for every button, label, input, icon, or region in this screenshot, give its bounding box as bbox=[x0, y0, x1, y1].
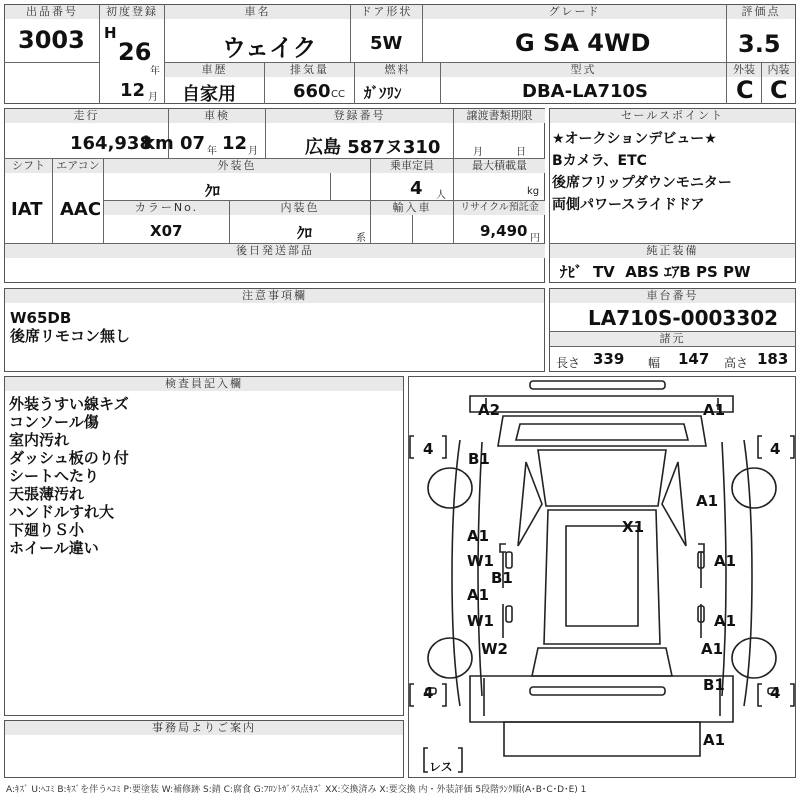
km-unit: km bbox=[143, 133, 174, 154]
door-label: ドア形状 bbox=[351, 5, 422, 19]
first-reg-label: 初度登録 bbox=[100, 5, 164, 19]
dims-label: 諸元 bbox=[550, 332, 795, 346]
damage-code: A1 bbox=[467, 586, 490, 604]
chassis-number: LA710S-0003302 bbox=[588, 306, 779, 330]
exterior-label: 外装 bbox=[727, 63, 761, 77]
reg-no-label: 登録番号 bbox=[266, 109, 453, 123]
max-load-label: 最大積載量 bbox=[454, 159, 545, 173]
inspector-line: コンソール傷 bbox=[9, 413, 99, 431]
sales-point: ★オークションデビュー★ bbox=[552, 131, 717, 147]
lot-label: 出品番号 bbox=[5, 5, 99, 19]
lot-number: 3003 bbox=[18, 26, 85, 54]
inspection-year-unit: 年 bbox=[207, 146, 217, 157]
inspector-line: ホイール違い bbox=[9, 539, 99, 557]
grade: G SA 4WD bbox=[515, 29, 651, 57]
sales-points-label: セールスポイント bbox=[550, 109, 795, 123]
ac: AAC bbox=[60, 199, 102, 220]
damage-code: A1 bbox=[703, 401, 726, 419]
damage-code: A1 bbox=[714, 612, 737, 630]
length-label: 長さ bbox=[556, 356, 581, 370]
fuel-label: 燃料 bbox=[355, 63, 440, 77]
yen-unit: 円 bbox=[530, 233, 540, 244]
transfer-month: 月 bbox=[473, 147, 483, 158]
door-type: 5W bbox=[370, 33, 403, 54]
score: 3.5 bbox=[738, 30, 781, 58]
damage-code: A1 bbox=[696, 492, 719, 510]
displacement: 660 bbox=[293, 81, 331, 102]
inspector-line: 下廻りＳ小 bbox=[9, 521, 85, 539]
inspector-notes bbox=[9, 395, 129, 557]
model: DBA-LA710S bbox=[522, 81, 648, 102]
ac-label: エアコン bbox=[53, 159, 103, 173]
interior-label: 内装 bbox=[762, 63, 795, 77]
color-no: X07 bbox=[150, 222, 183, 240]
inspection-label: 車検 bbox=[169, 109, 265, 123]
damage-legend: A:ｷｽﾞ U:ﾍｺﾐ B:ｷｽﾞを伴うﾍｺﾐ P:要塗装 W:補修跡 S:錆 C:腐食 G:ﾌﾛﾝﾄｶﾞﾗｽ点ｷｽﾞ XX:交換済み X:要交換 内・外装評価 5段階ﾗﾝｸ順(A･B･C･D･E) 1 bbox=[6, 785, 587, 795]
exterior-grade: C bbox=[736, 76, 754, 104]
caution-line: W65DB bbox=[10, 309, 72, 327]
damage-code: A2 bbox=[478, 401, 501, 419]
car-name: ウェイク bbox=[222, 34, 317, 62]
sales-point: 後席フリップダウンモニター bbox=[552, 175, 732, 191]
damage-code: B1 bbox=[468, 450, 490, 468]
shift: IAT bbox=[11, 199, 43, 220]
transfer-day: 日 bbox=[516, 147, 526, 158]
reg-no: 広島 587ヌ310 bbox=[305, 137, 441, 158]
first-reg-year: 26 bbox=[118, 38, 152, 66]
history-label: 車歴 bbox=[165, 63, 264, 77]
spare-tire: レス bbox=[429, 760, 453, 774]
int-color: ｸﾛ bbox=[297, 224, 313, 242]
caution-line: 後席リモコン無し bbox=[10, 327, 131, 345]
mileage-label: 走行 bbox=[5, 109, 168, 123]
inspector-line: 室内汚れ bbox=[9, 431, 70, 449]
height-value: 183 bbox=[757, 350, 789, 368]
inspection-month-unit: 月 bbox=[248, 146, 258, 157]
equipment-items: ﾅﾋﾞ TV ABS ｴｱB PS PW bbox=[560, 263, 751, 281]
int-color-unit: 系 bbox=[356, 233, 366, 244]
transfer-label: 譲渡書類期限 bbox=[454, 109, 545, 123]
int-color-label: 内装色 bbox=[230, 201, 370, 215]
kg-unit: kg bbox=[527, 186, 540, 197]
sales-points-list bbox=[552, 128, 732, 216]
damage-code: B1 bbox=[703, 676, 725, 694]
ext-color: ｸﾛ bbox=[205, 182, 221, 200]
damage-code: A1 bbox=[467, 527, 490, 545]
interior-grade: C bbox=[770, 76, 788, 104]
year-unit: 年 bbox=[150, 66, 160, 77]
capacity-label: 乗車定員 bbox=[371, 159, 453, 173]
equipment-label: 純正装備 bbox=[550, 244, 795, 258]
office-label: 事務局よりご案内 bbox=[5, 721, 403, 735]
sales-point: 両側パワースライドドア bbox=[552, 197, 705, 213]
damage-code: A1 bbox=[703, 731, 726, 749]
recycle-fee: 9,490 bbox=[480, 222, 528, 240]
color-no-label: カラーNo. bbox=[104, 201, 229, 215]
inspector-line: 天張薄汚れ bbox=[9, 485, 85, 503]
width-value: 147 bbox=[678, 350, 710, 368]
displacement-label: 排気量 bbox=[265, 63, 354, 77]
tire-front-right: 4 bbox=[770, 440, 781, 458]
import-label: 輸入車 bbox=[371, 201, 453, 215]
inspection-year: 07 bbox=[180, 133, 206, 154]
damage-code: W1 bbox=[467, 612, 494, 630]
person-unit: 人 bbox=[436, 190, 446, 201]
sales-point: Bカメラ、ETC bbox=[552, 153, 647, 169]
damage-code: X1 bbox=[622, 518, 645, 536]
width-label: 幅 bbox=[648, 356, 661, 370]
vehicle-diagram bbox=[408, 376, 796, 778]
car-name-label: 車名 bbox=[165, 5, 350, 19]
damage-code: W1 bbox=[467, 552, 494, 570]
recycle-label: リサイクル預託金 bbox=[454, 201, 545, 215]
fuel: ｶﾞｿﾘﾝ bbox=[364, 84, 402, 102]
caution-label: 注意事項欄 bbox=[5, 289, 544, 303]
mileage: 164,938 bbox=[70, 133, 152, 154]
cc-unit: CC bbox=[331, 89, 345, 100]
damage-code: W2 bbox=[481, 640, 508, 658]
chassis-label: 車台番号 bbox=[550, 289, 795, 303]
damage-code: A1 bbox=[701, 640, 724, 658]
ext-color-label: 外装色 bbox=[104, 159, 370, 173]
first-reg-month: 12 bbox=[120, 80, 146, 101]
tire-rear-right: 4 bbox=[770, 684, 781, 702]
inspector-line: ハンドルすれ大 bbox=[9, 503, 115, 521]
history: 自家用 bbox=[182, 84, 236, 105]
grade-label: グレード bbox=[423, 5, 726, 19]
inspector-line: 外装うすい線キズ bbox=[9, 395, 129, 413]
era-letter: H bbox=[104, 24, 117, 42]
model-label: 型式 bbox=[441, 63, 726, 77]
damage-code: A1 bbox=[714, 552, 737, 570]
capacity: 4 bbox=[410, 178, 423, 199]
shift-label: シフト bbox=[5, 159, 52, 173]
damage-code: B1 bbox=[491, 569, 513, 587]
month-unit: 月 bbox=[148, 92, 158, 103]
later-parts-label: 後日発送部品 bbox=[5, 244, 545, 258]
length-value: 339 bbox=[593, 350, 625, 368]
tire-rear-left: 4 bbox=[423, 684, 434, 702]
tire-front-left: 4 bbox=[423, 440, 434, 458]
inspector-line: ダッシュ板のり付 bbox=[9, 449, 129, 467]
score-label: 評価点 bbox=[727, 5, 795, 19]
inspector-label: 検査員記入欄 bbox=[5, 377, 403, 391]
caution-list bbox=[10, 309, 130, 345]
inspector-line: シートへたり bbox=[9, 467, 100, 485]
inspection-month: 12 bbox=[222, 133, 248, 154]
height-label: 高さ bbox=[724, 356, 749, 370]
